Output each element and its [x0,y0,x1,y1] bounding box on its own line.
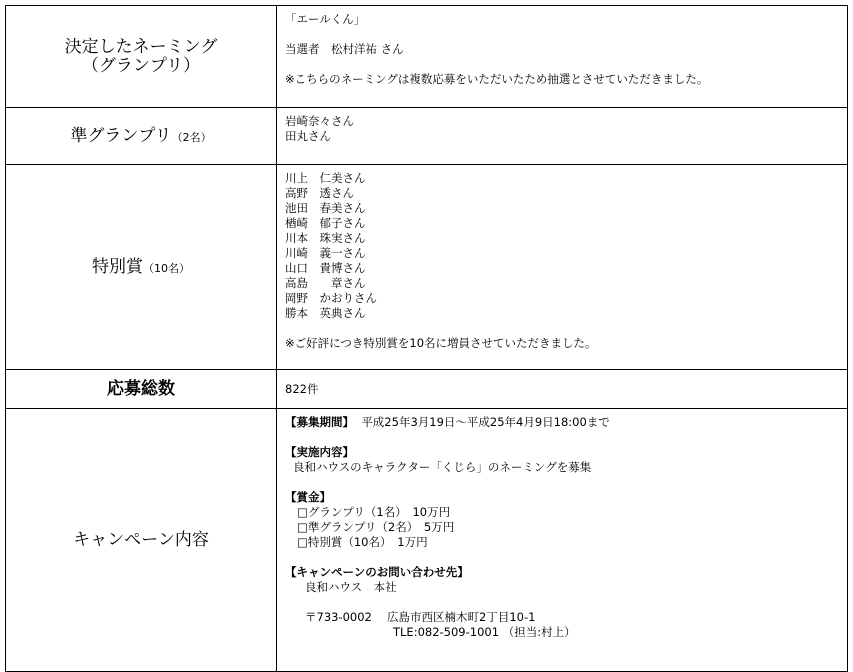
content-cell-campaign [277,409,848,672]
list-item: 楢崎 郁子さん [285,216,366,230]
details-value: 良和ハウスのキャラクター「くじら」のネーミングを募集 [293,460,592,474]
list-item: 高島 章さん [285,276,366,290]
prize-heading: 【賞金】 [285,490,331,504]
label-cell-campaign [6,409,277,672]
list-item: □準グランプリ（2名） 5万円 [297,520,455,534]
winner-name: 当選者 松村洋祐 さん [285,42,404,56]
special-prize-label: 特別賞 [92,257,143,277]
runner-up-label: 準グランプリ [70,126,172,146]
campaign-label: キャンペーン内容 [73,530,209,550]
period-heading: 【募集期間】 [285,415,354,429]
list-item: 川本 珠実さん [285,231,366,245]
list-item: 岡野 かおりさん [285,291,377,305]
label-cell-total-entries [6,370,277,409]
period-line [285,415,839,430]
contact-address: 〒733-0002 広島市西区楠木町2丁目10-1 [305,610,536,624]
table-row [6,108,848,165]
chosen-name: 「エールくん」 [285,12,366,26]
list-item: 田丸さん [285,129,331,143]
results-table [5,5,848,672]
label-cell-runner-up [6,108,277,165]
list-item: □グランプリ（1名） 10万円 [297,505,451,519]
content-cell-grand-prix [277,6,848,108]
grand-prix-label: 決定したネーミング [64,36,218,57]
list-item: 川崎 義一さん [285,246,366,260]
content-cell-total-entries [277,370,848,409]
table-row [6,6,848,108]
total-entries-label: 応募総数 [107,379,175,399]
content-cell-special-prize [277,165,848,370]
list-item: 山口 貴博さん [285,261,366,275]
details-heading: 【実施内容】 [285,445,354,459]
list-item: 川上 仁美さん [285,171,366,185]
contact-tel: TLE:082-509-1001 （担当:村上） [393,625,576,639]
list-item: 岩崎奈々さん [285,114,354,128]
special-prize-count: （10名） [143,262,190,275]
table-row [6,409,848,672]
total-entries-value: 822件 [285,381,319,396]
lottery-note: ※こちらのネーミングは複数応募をいただいたため抽選とさせていただきました。 [285,72,709,86]
list-item: 高野 透さん [285,186,354,200]
period-value: 平成25年3月19日～平成25年4月9日18:00まで [361,415,610,429]
table-row [6,165,848,370]
table-row [6,370,848,409]
contact-company: 良和ハウス 本社 [305,580,397,594]
list-item: □特別賞（10名） 1万円 [297,535,428,549]
content-cell-runner-up [277,108,848,165]
list-item: 勝本 英典さん [285,306,366,320]
list-item: 池田 春美さん [285,201,366,215]
label-cell-grand-prix [6,6,277,108]
label-cell-special-prize [6,165,277,370]
contact-heading: 【キャンペーンのお問い合わせ先】 [285,565,469,579]
grand-prix-label-sub: （グランプリ） [81,55,201,76]
increase-note: ※ご好評につき特別賞を10名に増員させていただきました。 [285,336,597,350]
runner-up-count: （2名） [171,131,212,144]
